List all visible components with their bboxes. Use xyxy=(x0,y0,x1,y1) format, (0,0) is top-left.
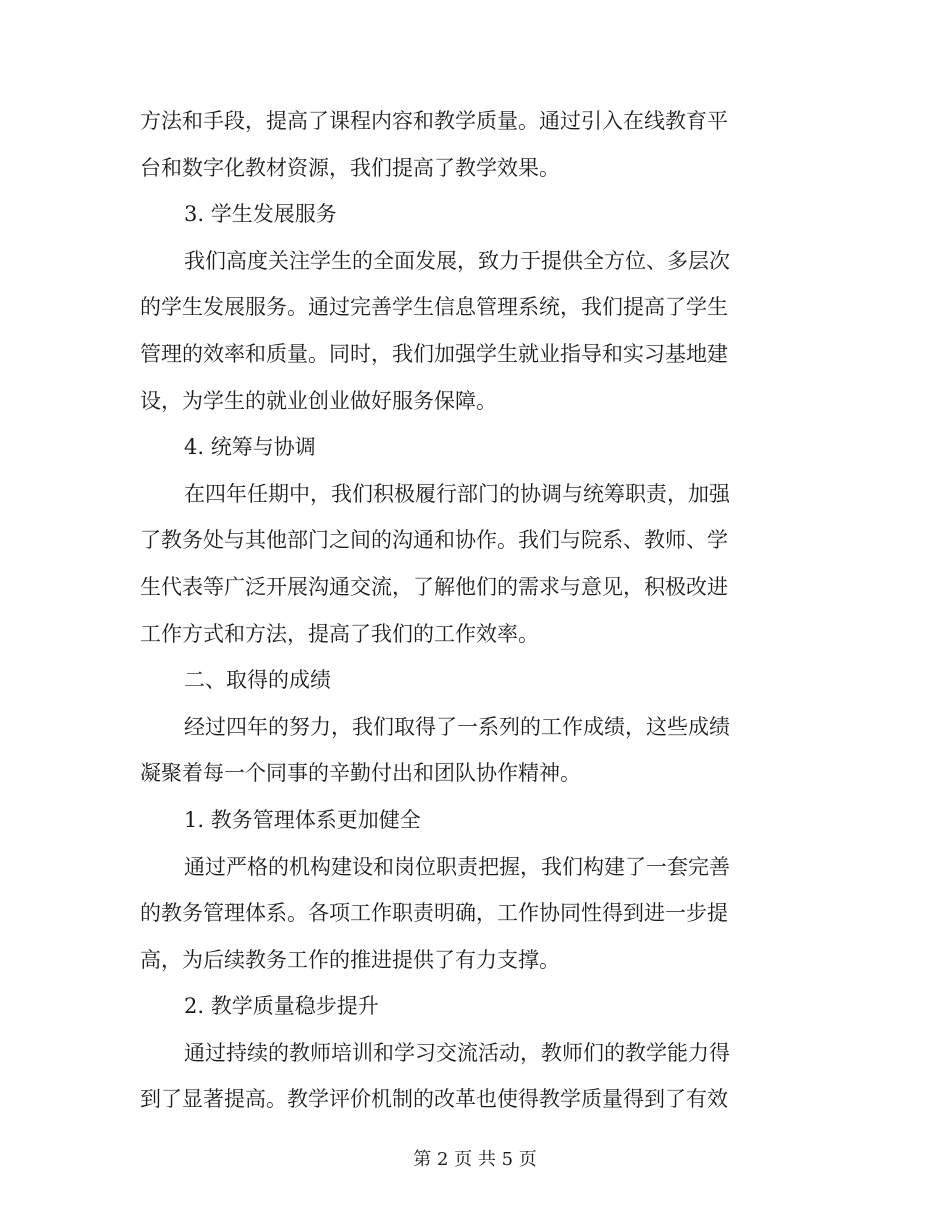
text-line: 到了显著提高。教学评价机制的改革也使得教学质量得到了有效 xyxy=(140,1087,728,1112)
text-line: 二、取得的成绩 xyxy=(184,668,331,693)
text-line: 的学生发展服务。通过完善学生信息管理系统，我们提高了学生 xyxy=(140,295,728,320)
text-line: 生代表等广泛开展沟通交流，了解他们的需求与意见，积极改进 xyxy=(140,574,728,599)
text-line: 高，为后续教务工作的推进提供了有力支撑。 xyxy=(140,947,560,972)
text-line: 台和数字化教材资源，我们提高了教学效果。 xyxy=(140,155,560,180)
text-line: 在四年任期中，我们积极履行部门的协调与统筹职责，加强 xyxy=(184,481,730,506)
text-line: 通过严格的机构建设和岗位职责把握，我们构建了一套完善 xyxy=(184,854,730,879)
text-line: 设，为学生的就业创业做好服务保障。 xyxy=(140,388,497,413)
page-footer: 第 2 页 共 5 页 xyxy=(413,1149,537,1170)
text-line: 2. 教学质量稳步提升 xyxy=(184,994,379,1019)
text-line: 4. 统筹与协调 xyxy=(184,435,316,460)
text-line: 凝聚着每一个同事的辛勤付出和团队协作精神。 xyxy=(140,761,581,786)
text-line: 3. 学生发展服务 xyxy=(184,202,337,227)
document-body xyxy=(140,98,802,1123)
text-line: 我们高度关注学生的全面发展，致力于提供全方位、多层次 xyxy=(184,248,730,273)
text-line: 通过持续的教师培训和学习交流活动，教师们的教学能力得 xyxy=(184,1040,730,1065)
text-line: 工作方式和方法，提高了我们的工作效率。 xyxy=(140,621,539,646)
text-line: 的教务管理体系。各项工作职责明确，工作协同性得到进一步提 xyxy=(140,901,728,926)
text-line: 经过四年的努力，我们取得了一系列的工作成绩，这些成绩 xyxy=(184,714,730,739)
text-line: 1. 教务管理体系更加健全 xyxy=(184,807,421,832)
text-line: 管理的效率和质量。同时，我们加强学生就业指导和实习基地建 xyxy=(140,341,728,366)
text-line: 了教务处与其他部门之间的沟通和协作。我们与院系、教师、学 xyxy=(140,528,728,553)
text-line: 方法和手段，提高了课程内容和教学质量。通过引入在线教育平 xyxy=(140,109,728,133)
